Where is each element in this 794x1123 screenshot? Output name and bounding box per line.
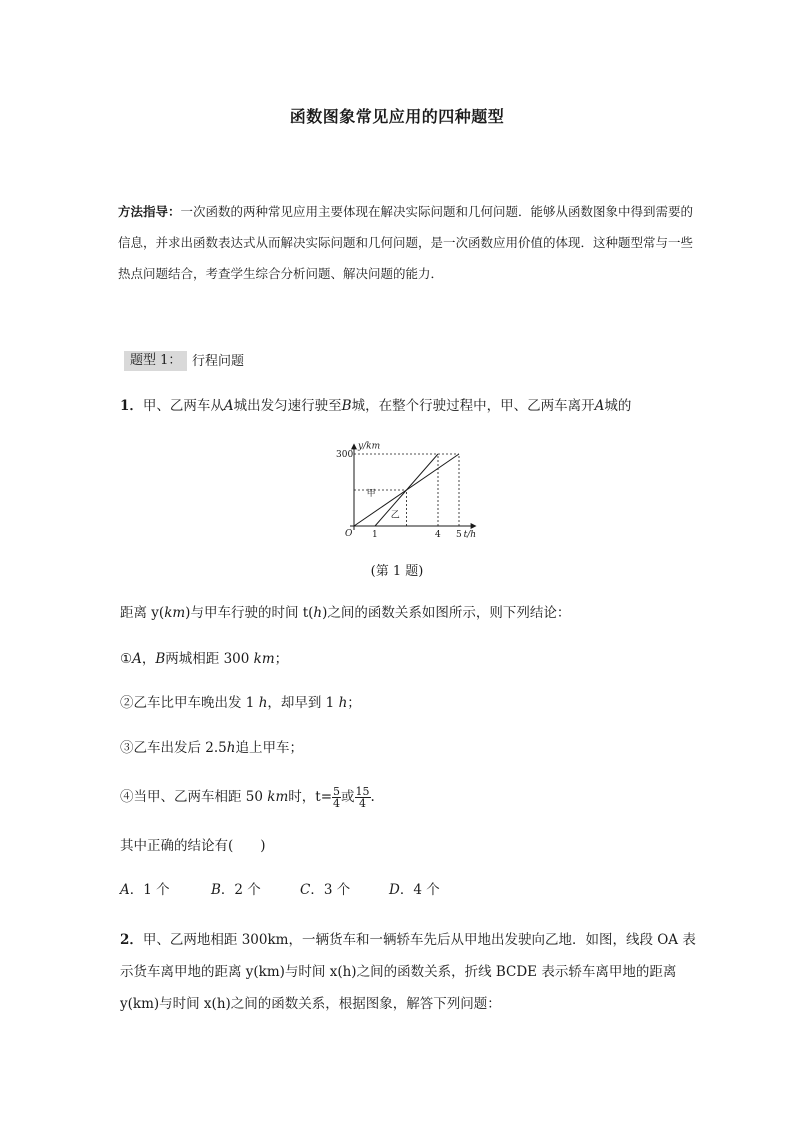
- statement-text: ；: [347, 695, 361, 711]
- q1-options: [120, 878, 440, 898]
- unit-h: h: [226, 740, 236, 756]
- unit-h: h: [313, 605, 323, 621]
- statement-text: ，: [141, 651, 156, 667]
- x-tick-label: 1: [372, 530, 378, 540]
- fraction-5-4: [332, 786, 341, 809]
- series-label-yi: 乙: [390, 510, 400, 521]
- city-a: A: [132, 651, 142, 667]
- unit-km: km: [253, 651, 275, 667]
- statement-text: 时，t=: [288, 789, 333, 805]
- option-text: ．4 个: [399, 882, 440, 898]
- q2-text: 甲、乙两地相距 300km，一辆货车和一辆轿车先后从甲地出发驶向乙地．如图，线段 OA 表示货车离甲地的距离 y(km)与时间 x(h)之间的函数关系，折线 BCDE 表示轿车离甲地的距离 y(km)与时间 x(h)之间的函数关系，根据图象，解答下列问题：: [120, 932, 696, 1012]
- statement-marker: ①: [120, 651, 133, 667]
- statement-text: ③乙车出发后 2.5: [120, 740, 227, 756]
- section-name: 行程问题: [192, 354, 245, 369]
- x-axis-label: t/h: [463, 530, 477, 540]
- option-b[interactable]: [211, 878, 300, 898]
- option-letter: C: [300, 882, 311, 898]
- statement-text: .: [370, 789, 375, 805]
- fraction-15-4: [355, 786, 371, 809]
- q2-number: 2．: [120, 932, 143, 948]
- q1-line2-text: )之间的函数关系如图所示，则下列结论：: [322, 605, 571, 621]
- q1-ask: 其中正确的结论有( ): [120, 838, 266, 854]
- method-text: 一次函数的两种常见应用主要体现在解决实际问题和几何问题．能够从函数图象中得到需要的信息，并求出函数表达式从而解决实际问题和几何问题，是一次函数应用价值的体现．这种题型常与一些热点问题结合，考查学生综合分析问题、解决问题的能力．: [118, 204, 694, 281]
- x-tick-label: 5: [456, 530, 462, 540]
- q1-stem: [120, 396, 631, 416]
- option-text: ．2 个: [220, 882, 261, 898]
- series-label-jia: 甲: [366, 489, 376, 499]
- statement-text: ，却早到 1: [267, 695, 335, 711]
- q1-stem-text: 城出发匀速行驶至: [233, 398, 342, 414]
- q1-stem-text: 甲、乙两车从: [142, 398, 224, 414]
- q1-line2: [120, 603, 570, 623]
- option-letter: D: [389, 882, 400, 898]
- city-b: B: [155, 651, 166, 667]
- y-tick-label: 300: [336, 450, 354, 460]
- statement-text: ；: [274, 651, 289, 667]
- q1-line2-text: 距离 y(: [120, 605, 165, 621]
- unit-km: km: [267, 789, 289, 805]
- x-tick-label: 4: [435, 530, 441, 540]
- q1-city-b: B: [341, 398, 352, 414]
- q1-city-a: A: [594, 398, 605, 414]
- y-axis-label: y/km: [358, 441, 381, 452]
- option-text: ．1 个: [129, 882, 170, 898]
- origin-label: O: [345, 529, 353, 539]
- q1-chart: [330, 430, 490, 545]
- q1-city-a: A: [223, 398, 234, 414]
- q1-statement-2: [120, 693, 361, 713]
- statement-text: ②乙车比甲车晚出发 1: [120, 695, 255, 711]
- option-a[interactable]: [120, 878, 211, 898]
- q1-statement-1: [120, 649, 288, 669]
- q1-line2-text: )与甲车行驶的时间 t(: [185, 605, 314, 621]
- unit-h: h: [338, 695, 348, 711]
- fraction-numerator: 5: [333, 785, 341, 798]
- q2-stem: [120, 924, 700, 1020]
- q1-stem-text: 城的: [604, 398, 632, 414]
- series-line-2: [375, 454, 438, 526]
- q1-number: 1．: [120, 398, 143, 414]
- option-text: ．3 个: [310, 882, 351, 898]
- fraction-numerator: 15: [355, 785, 370, 798]
- q1-caption: (第 1 题): [370, 564, 424, 579]
- q1-statement-4: [120, 780, 375, 814]
- unit-km: km: [164, 605, 186, 621]
- fraction-denominator: 4: [359, 797, 367, 810]
- statement-text: ④当甲、乙两车相距 50: [120, 789, 263, 805]
- q1-stem-text: 城，在整个行驶过程中，甲、乙两车离开: [351, 398, 595, 414]
- method-label: 方法指导：: [118, 204, 181, 219]
- page-title: 函数图象常见应用的四种题型: [289, 107, 505, 126]
- section-tag: 题型 1：: [124, 351, 187, 371]
- option-letter: B: [211, 882, 221, 898]
- statement-text: 两城相距 300: [165, 651, 250, 667]
- fraction-denominator: 4: [333, 797, 341, 810]
- statement-text: 或: [341, 789, 355, 805]
- option-letter: A: [120, 882, 130, 898]
- option-c[interactable]: [300, 878, 389, 898]
- option-d[interactable]: [389, 878, 440, 898]
- q1-statement-3: [120, 738, 303, 758]
- method-guide: [118, 196, 703, 289]
- unit-h: h: [258, 695, 268, 711]
- statement-text: 追上甲车；: [235, 740, 303, 756]
